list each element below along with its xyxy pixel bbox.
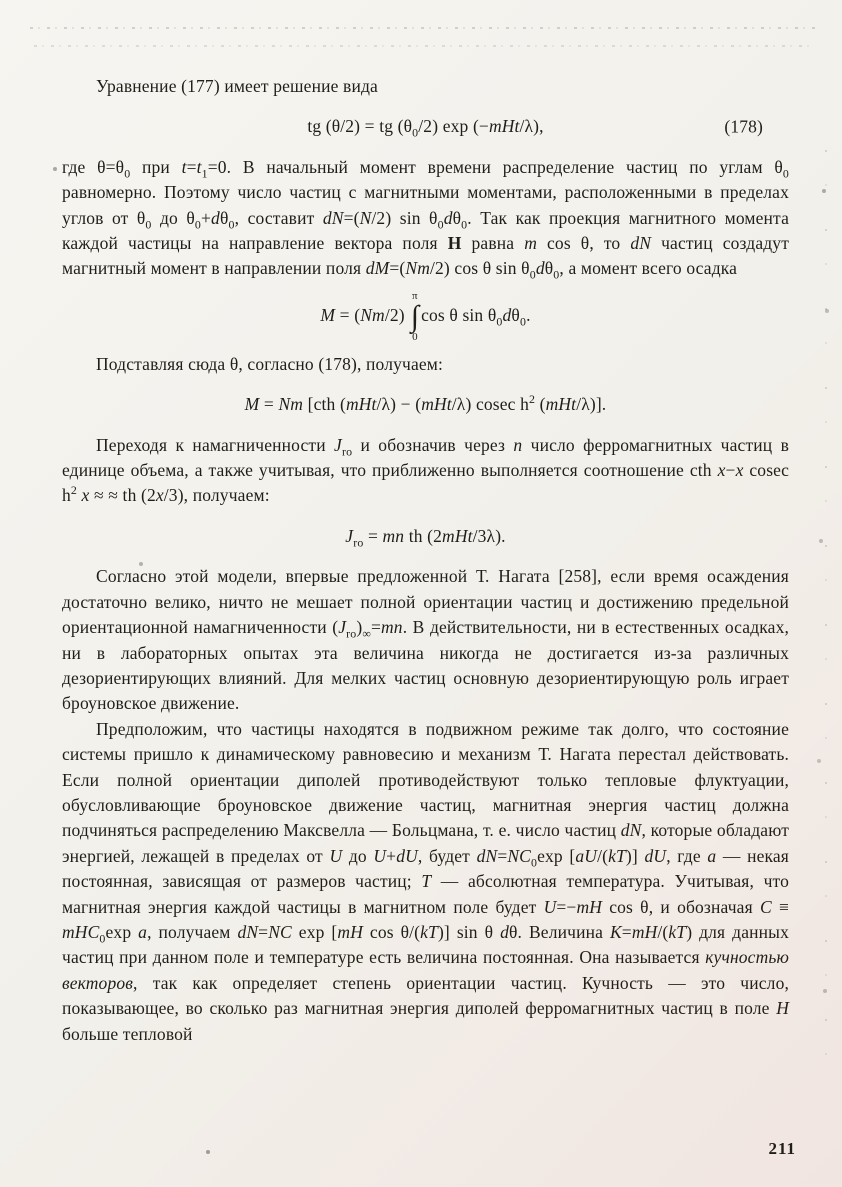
- paragraph-initial-distribution: где $\theta=\theta_0$ при $t=t_1=0$. В начальный момент времени распределение частиц по углам $\theta_0$ равномерно. Поэтому число частиц с магнитными моментами, расположенными в пределах углов от $\theta_0$ до $\theta_0+d\theta_0$, составит dN=(N/2) $\sin \theta_0d\theta_0$. Так как проекция магнитного момента каждой частицы на направление вектора поля H равна m cos θ, то dN частиц создадут магнитный момент в направлении поля dM=(Nm/2) cos θ $\sin \theta_0d\theta_0$, а момент всего осадка: [62, 156, 790, 282]
- equation-m-hyperbolic: [62, 392, 789, 417]
- paragraph-substitution: Подставляя сюда θ, согласно (178), получаем:: [96, 353, 444, 374]
- scan-artifact: [30, 27, 816, 29]
- scan-artifact: [825, 150, 827, 1097]
- scan-artifact: [0, 0, 2, 2]
- equation-number: (178): [724, 116, 763, 137]
- paragraph-magnetization-transition: Переходя к намагниченности $J_{ro}$ и обозначив через n число ферромагнитных частиц в единице объема, а также учитывая, что приближенно выполняется соотношение cth x−x cosec $h^2$ x ≈ ≈ th (2x/3), получаем:: [62, 434, 789, 506]
- equation-178: [62, 114, 789, 139]
- equation-body: [320, 289, 531, 343]
- equation-jro: [62, 524, 789, 549]
- integral-sign: [411, 291, 419, 343]
- equation-total-moment: [62, 291, 789, 343]
- page-footer: [768, 1139, 796, 1159]
- equation-segment: cos θ $\sin \theta_0d\theta_0$.: [421, 304, 531, 329]
- equation-body: M = Nm [cth (mHt/λ) − (mHt/λ) cosec $h^2$ (mHt/λ)].: [244, 392, 607, 415]
- equation-body: tg (θ/2) = tg $(\theta_0/2)$ exp (−mHt/λ),: [307, 116, 544, 140]
- integral-upper-limit: π: [412, 289, 418, 302]
- integral-lower-limit: 0: [412, 330, 418, 343]
- page-number: 211: [768, 1139, 796, 1158]
- equation-body: $J_{ro}$ = mn th (2mHt/3λ).: [345, 525, 506, 550]
- equation-segment: M = (Nm/2): [320, 304, 405, 325]
- scan-artifact: [34, 45, 812, 47]
- paragraph-solution-intro: Уравнение (177) имеет решение вида: [96, 76, 378, 96]
- integral-glyph: ∫: [410, 299, 420, 333]
- page-content: [62, 74, 789, 1047]
- paragraph-brownian-equilibrium: Предположим, что частицы находятся в подвижном режиме так долго, что состояние системы пришло к динамическому равновесию и механизм Т. Нагата перестал действовать. Если полной ориентации диполей противодействуют только тепловые флуктуации, обусловливающие броуновское движение частиц, магнитная энергия частиц должна подчиняться распределению Максвелла — Больцмана, т. е. число частиц dN, которые обладают энергией, лежащей в пределах от U до U+dU, будет $dN=NC_0\exp$ [aU/(kT)] dU, где a — некая постоянная, зависящая от размеров частиц; T — абсолютная температура. Учитывая, что магнитная энергия каждой частицы в магнитном поле будет U=−mH cos θ, и обозначая C ≡ mHC$_0$exp a, получаем dN=NC exp [mH cos θ/(kT)] sin θ dθ. Величина K=mH/(kT) для данных частиц при данном поле и температуре есть величина постоянная. Она называется кучностью векторов, так как определяет степень ориентации частиц. Кучность — это число, показывающее, во сколько раз магнитная энергия диполей ферромагнитных частиц в поле H больше тепловой: [62, 718, 790, 1044]
- paragraph-nagata-model: Согласно этой модели, впервые предложенной Т. Нагата [258], если время осаждения достаточно велико, ничто не мешает полной ориентации частиц и достижению предельной ориентационной намагниченности $(J_{ro})_\infty=mn$. В действительности, ни в естественных осадках, ни в лабораторных опытах эта величина никогда не достигается из-за различных дезориентирующих влияний. Для мелких частиц основную дезориентирующую роль играет броуновское движение.: [62, 566, 789, 714]
